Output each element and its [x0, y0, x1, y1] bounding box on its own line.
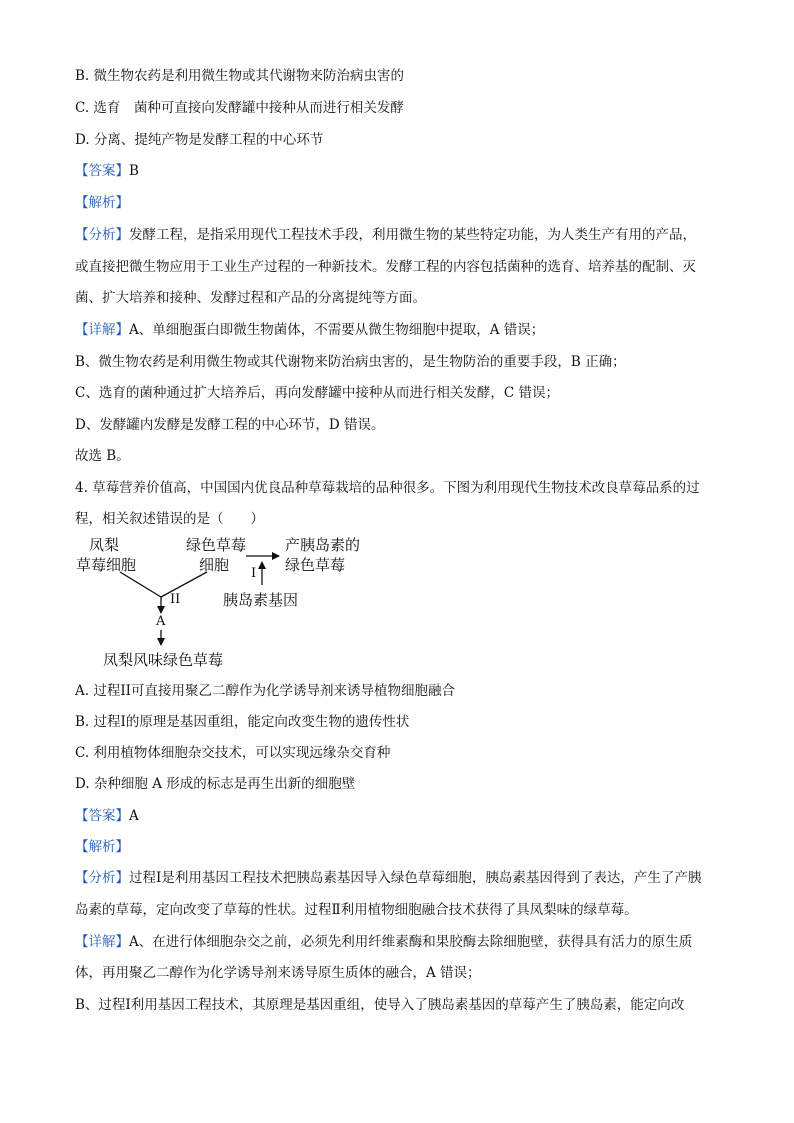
fenxi-text: 过程Ⅰ是利用基因工程技术把胰岛素基因导入绿色草莓细胞，胰岛素基因得到了表达，产生了产胰	[129, 870, 702, 886]
green-strawberry-label-2: 细胞	[199, 556, 230, 574]
green-strawberry-label-1: 绿色草莓	[186, 536, 247, 554]
insulin-gene-label: 胰岛素基因	[223, 591, 299, 609]
q3-option-d: D. 分离、提纯产物是发酵工程的中心环节	[75, 132, 324, 148]
q4-option-a: A. 过程II可直接用聚乙二醇作为化学诱导剂来诱导植物细胞融合	[75, 683, 455, 699]
process-I-label: I	[251, 566, 257, 581]
answer-tag: 【答案】	[75, 808, 129, 824]
q4-option-b: B. 过程I的原理是基因重组，能定向改变生物的遗传性状	[75, 714, 410, 730]
fengli-label-2: 草莓细胞	[76, 556, 137, 574]
q3-detail-d: D、发酵罐内发酵是发酵工程的中心环节，D 错误。	[75, 417, 385, 433]
analysis-tag: 【解析】	[75, 839, 129, 855]
q4-detail-a1	[75, 932, 692, 952]
q3-option-c: C. 选育 菌种可直接向发酵罐中接种从而进行相关发酵	[75, 100, 404, 116]
q4-fenxi-line2: 岛素的草莓，定向改变了草莓的性状。过程Ⅱ利用植物细胞融合技术获得了具凤梨味的绿草莓。	[75, 902, 638, 918]
answer-tag: 【答案】	[75, 163, 129, 179]
line-green-to-fusion	[161, 572, 207, 597]
q4-stem-line2: 程，相关叙述错误的是（ ）	[75, 511, 264, 527]
detail-tag: 【详解】	[75, 934, 129, 950]
detail-tag: 【详解】	[75, 322, 129, 338]
detail-text: A、单细胞蛋白即微生物菌体，不需要从微生物细胞中提取，A 错误；	[129, 322, 545, 338]
process-II-label: II	[170, 592, 181, 607]
answer-value: A	[129, 808, 139, 824]
q4-fenxi-line1	[75, 868, 701, 888]
q4-stem-line1: 4. 草莓营养价值高，中国国内优良品种草莓栽培的品种很多。下图为利用现代生物技术改良草莓品系的过	[75, 480, 700, 496]
q3-fenxi-line3: 菌、扩大培养和接种、发酵过程和产品的分离提纯等方面。	[75, 290, 426, 306]
q4-option-c: C. 利用植物体细胞杂交技术，可以实现远缘杂交育种	[75, 745, 391, 761]
detail-text: A、在进行体细胞杂交之前，必须先利用纤维素酶和果胶酶去除细胞壁，获得具有活力的原生质	[129, 934, 693, 950]
q4-detail-b1: B、过程Ⅰ利用基因工程技术，其原理是基因重组，使导入了胰岛素基因的草莓产生了胰岛素，能定向改	[75, 997, 685, 1013]
fengli-label-1: 凤梨	[89, 536, 120, 554]
q3-option-b: B. 微生物农药是利用微生物或其代谢物来防治病虫害的	[75, 68, 405, 84]
fenxi-tag: 【分析】	[75, 227, 129, 243]
line-fengli-to-fusion	[120, 572, 161, 597]
q3-conclusion: 故选 B。	[75, 448, 130, 464]
fenxi-tag: 【分析】	[75, 870, 129, 886]
product-label-1: 产胰岛素的	[285, 536, 361, 554]
q4-analysis	[75, 837, 129, 857]
q4-option-d: D. 杂种细胞 A 形成的标志是再生出新的细胞壁	[75, 776, 356, 792]
product-label-2: 绿色草莓	[285, 556, 346, 574]
hybrid-A-label: A	[156, 614, 166, 629]
answer-value: B	[129, 163, 139, 179]
q3-detail-c: C、选育的菌种通过扩大培养后，再向发酵罐中接种从而进行相关发酵，C 错误；	[75, 385, 559, 401]
q3-fenxi-line2: 或直接把微生物应用于工业生产过程的一种新技术。发酵工程的内容包括菌种的选育、培养基的配制、灭	[75, 259, 696, 275]
q4-answer	[75, 806, 139, 826]
analysis-tag: 【解析】	[75, 195, 129, 211]
q3-detail-b: B、微生物农药是利用微生物或其代谢物来防治病虫害的，是生物防治的重要手段，B 正确；	[75, 354, 626, 370]
q4-detail-a2: 体，再用聚乙二醇作为化学诱导剂来诱导原生质体的融合，A 错误；	[75, 965, 481, 981]
fenxi-text: 发酵工程，是指采用现代工程技术手段，利用微生物的某些特定功能，为人类生产有用的产品，	[129, 227, 696, 243]
result-label: 凤梨风味绿色草莓	[103, 651, 224, 669]
